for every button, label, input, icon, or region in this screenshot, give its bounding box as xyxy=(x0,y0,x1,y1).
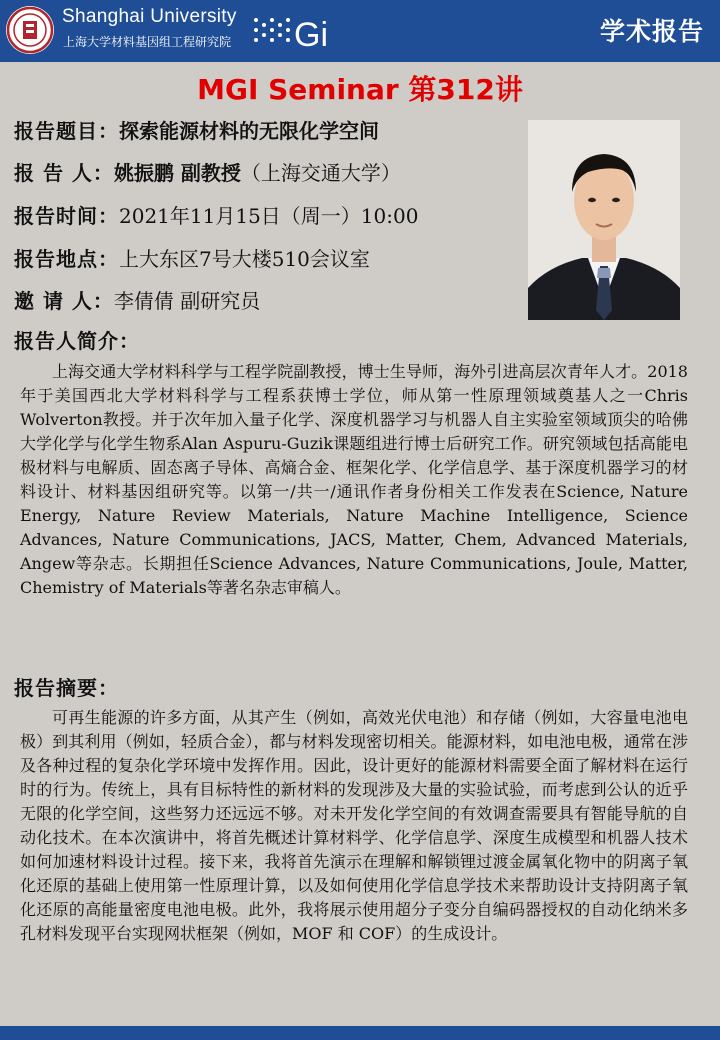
place-value: 上大东区7号大楼510会议室 xyxy=(119,247,370,271)
abstract-heading: 报告摘要： xyxy=(14,676,119,700)
seminar-title: MGI Seminar 第312讲 xyxy=(197,73,523,106)
university-logo xyxy=(6,6,54,54)
speaker-photo xyxy=(528,120,680,320)
topic-label: 报告题目： xyxy=(14,119,119,143)
header-tag: 学术报告 xyxy=(599,17,704,46)
host-label: 邀 请 人： xyxy=(14,289,114,313)
speaker-affiliation: （上海交通大学） xyxy=(240,161,401,185)
speaker-name: 姚振鹏 副教授 xyxy=(113,161,241,185)
place-label: 报告地点： xyxy=(14,247,119,271)
header-bar xyxy=(0,0,720,62)
topic-value: 探索能源材料的无限化学空间 xyxy=(119,119,379,143)
abstract-text: 可再生能源的许多方面，从其产生（例如，高效光伏电池）和存储（例如，大容量电池电极）到其利用（例如，轻质合金），都与材料发现密切相关。能源材料，如电池电极，通常在涉及各种过程的复杂化学环境中发挥作用。因此，设计更好的能源材料需要全面了解材料在运行时的行为。传统上，具有目标特性的新材料的发现涉及大量的实验试验，而考虑到公认的近乎无限的化学空间，这些努力还远远不够。对未开发化学空间的有效调查需要具有智能导航的自动化技术。在本次演讲中，将首先概述计算材料学、化学信息学、深度生成模型和机器人技术如何加速材料设计过程。接下来，我将首先演示在理解和解锁锂过渡金属氧化物中的阴离子氧化还原的基础上使用第一性原理计算，以及如何使用化学信息学技术来帮助设计支持阴离子氧化还原的高能量密度电池电极。此外，我将展示使用超分子变分自编码器授权的自动化纳米多孔材料发现平台实现网状框架（例如，MOF 和 COF）的生成设计。 xyxy=(20,708,688,943)
institute-name: 上海大学材料基因组工程研究院 xyxy=(63,35,232,49)
bio-text: 上海交通大学材料科学与工程学院副教授，博士生导师，海外引进高层次青年人才。2018年于美国西北大学材料科学与工程系获博士学位，师从第一性原理领域奠基人之一Chris Wolverton教授。并于次年加入量子化学、深度机器学习与机器人自主实验室领域顶尖的哈佛大学化学与化学生物系Alan Aspuru-Guzik课题组进行博士后研究工作。研究领域包括高能电极材料与电解质、固态离子导体、高熵合金、框架化学、化学信息学、基于深度机器学习的材料设计、材料基因组研究等。以第一/共一/通讯作者身份相关工作发表在Science, Nature Energy, Nature Review Materials, Nature Machine Intelligence, Science Advances, Nature Communications, JACS, Matter, Chem, Advanced Materials, Angew等杂志。长期担任Science Advances, Nature Communications, Joule, Matter, Chemistry of Materials等著名杂志审稿人。 xyxy=(20,362,688,597)
speaker-row xyxy=(14,160,401,186)
university-name: Shanghai University xyxy=(62,6,237,27)
host-value: 李倩倩 副研究员 xyxy=(113,289,261,313)
mgi-logo xyxy=(250,8,340,58)
host-row xyxy=(14,288,260,314)
time-label: 报告时间： xyxy=(14,204,119,228)
mgi-logo-text: Gi xyxy=(294,16,328,54)
topic-row xyxy=(14,118,379,144)
footer-bar xyxy=(0,1026,720,1040)
time-value: 2021年11月15日（周一）10:00 xyxy=(119,204,419,228)
speaker-label: 报 告 人： xyxy=(14,161,114,185)
bio-heading: 报告人简介： xyxy=(14,329,140,353)
place-row xyxy=(14,246,370,272)
time-row xyxy=(14,203,418,229)
